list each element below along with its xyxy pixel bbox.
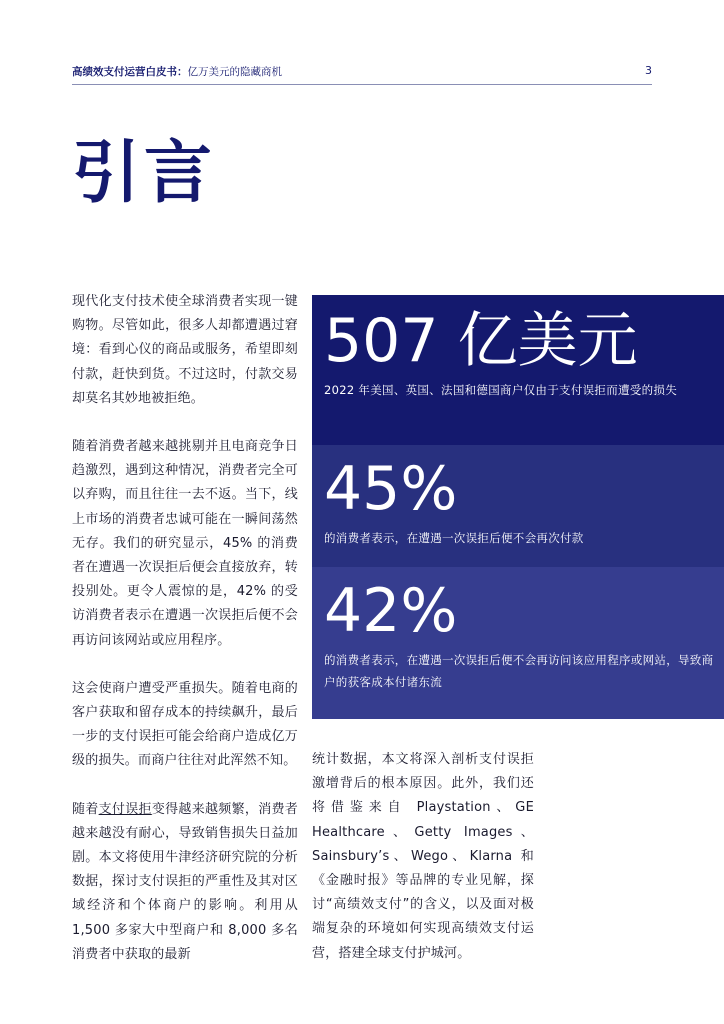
intro-paragraph-1: 现代化支付技术使全球消费者实现一键购物。尽管如此，很多人却都遭遇过窘境：看到心仪的商品或服务，希望即刻付款，赶快到货。不过这时，付款交易却莫名其妙地被拒绝。 bbox=[72, 294, 298, 406]
left-text-column bbox=[72, 290, 298, 991]
header-title-bold: 高绩效支付运营白皮书： bbox=[72, 66, 188, 78]
continuation-paragraph: 统计数据，本文将深入剖析支付误拒激增背后的根本原因。此外，我们还将借鉴来自 Playstation、GE Healthcare、Getty Images、Sainsbury’s、Wego、Klarna 和《金融时报》等品牌的专业见解，探讨“高绩效支付”的含义，以及面对极端复杂的环境如何实现高绩效支付运营，搭建全球支付护城河。 bbox=[312, 752, 534, 961]
intro-paragraph-2: 随着消费者越来越挑剔并且电商竞争日趋激烈，遇到这种情况，消费者完全可以弃购，而且往往一去不返。当下，线上市场的消费者忠诚可能在一瞬间荡然无存。我们的研究显示，45% 的消费者在遭遇一次误拒后便会直接放弃，转投别处。更令人震惊的是，42% 的受访消费者表示在遭遇一次误拒后便不会再访问该网站或应用程序。 bbox=[72, 439, 298, 648]
stat-desc-loss: 2022 年美国、英国、法国和德国商户仅由于支付误拒而遭受的损失 bbox=[324, 383, 678, 397]
paragraph-4-lead: 随着 bbox=[72, 801, 99, 817]
stats-panel bbox=[312, 295, 724, 719]
stat-desc-42: 的消费者表示，在遭遇一次误拒后便不会再访问该应用程序或网站，导致商户的获客成本付诸东流 bbox=[324, 653, 714, 689]
header-title-rest: 亿万美元的隐藏商机 bbox=[187, 66, 282, 78]
stat-block-45 bbox=[312, 445, 724, 567]
stat-value-45: 45% bbox=[324, 454, 458, 524]
right-text-column bbox=[312, 748, 534, 990]
stat-value-loss: 507 亿美元 bbox=[324, 306, 638, 376]
paragraph-4-body: 变得越来越频繁，消费者越来越没有耐心，导致销售损失日益加剧。本文将使用牛津经济研究院的分析数据，探讨支付误拒的严重性及其对区域经济和个体商户的影响。利用从 1,500 多家大中型商户和 8,000 多名消费者中获取的最新 bbox=[72, 801, 298, 962]
stat-value-42: 42% bbox=[324, 576, 458, 646]
header-divider bbox=[72, 84, 652, 85]
stat-block-42 bbox=[312, 567, 724, 719]
header-title bbox=[72, 64, 282, 79]
false-decline-link[interactable]: 支付误拒 bbox=[98, 801, 152, 817]
page-number: 3 bbox=[645, 64, 652, 77]
stat-block-loss bbox=[312, 295, 724, 445]
intro-paragraph-3: 这会使商户遭受严重损失。随着电商的客户获取和留存成本的持续飙升，最后一步的支付误拒可能会给商户造成亿万级的损失。而商户往往对此浑然不知。 bbox=[72, 680, 298, 769]
intro-paragraph-4 bbox=[72, 798, 298, 967]
page-header bbox=[72, 64, 652, 84]
stat-desc-45: 的消费者表示，在遭遇一次误拒后便不会再次付款 bbox=[324, 531, 584, 545]
page-title: 引言 bbox=[72, 134, 217, 213]
